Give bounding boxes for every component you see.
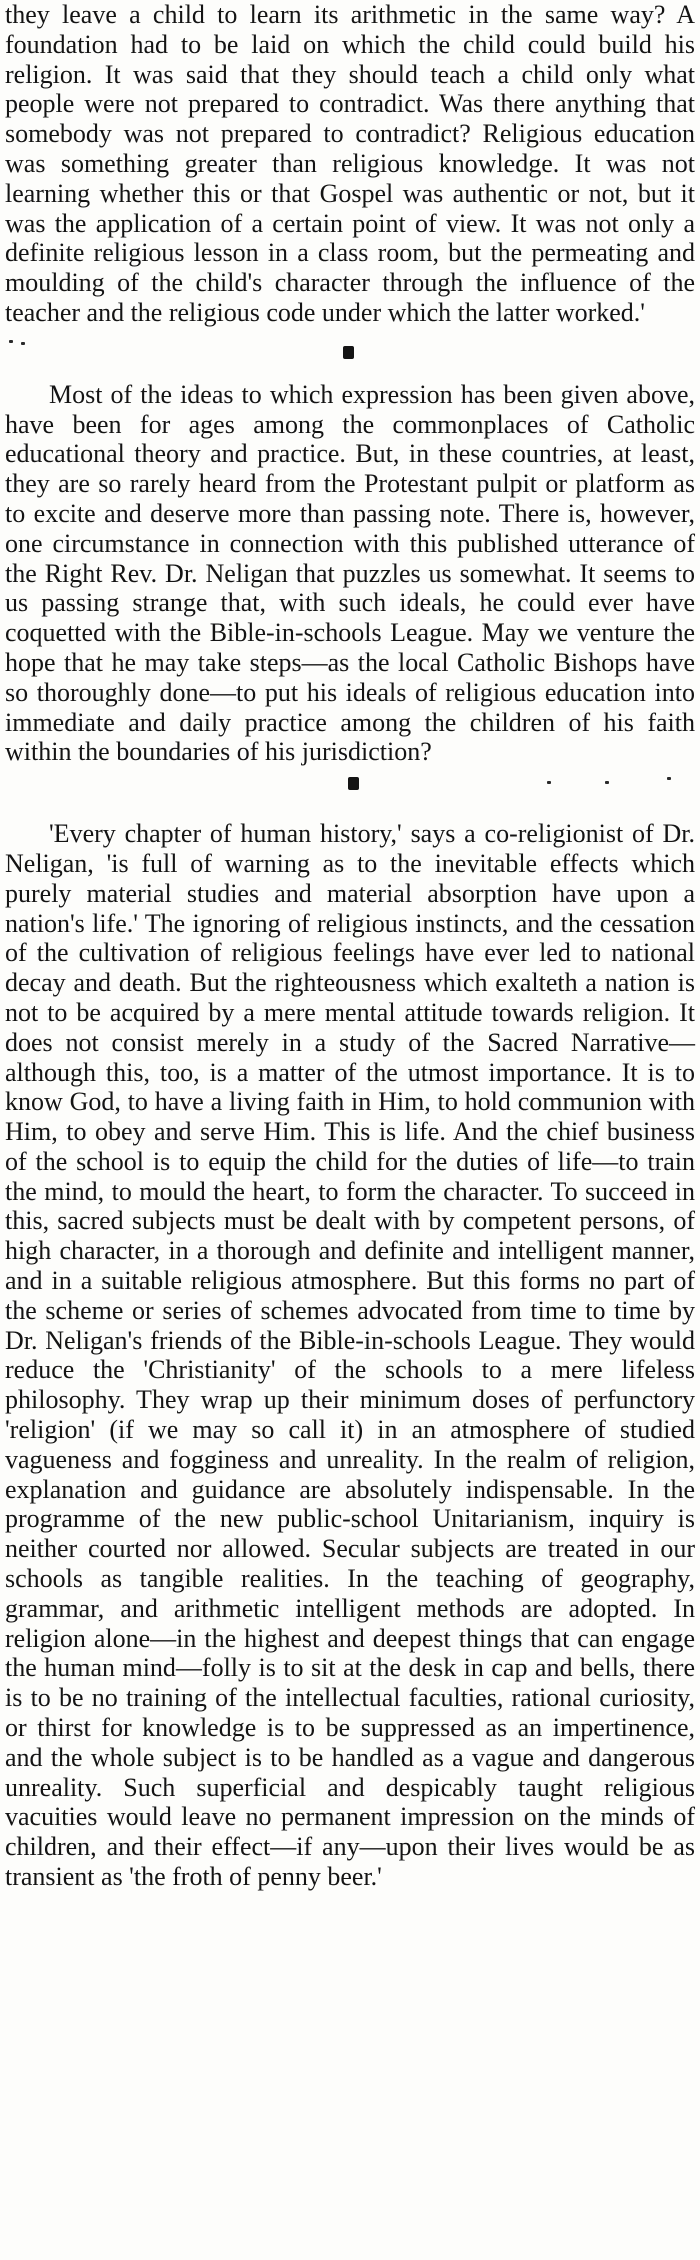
print-speck [605, 781, 609, 784]
paragraph-editorial: Most of the ideas to which expression has been given above, have been for ages among the commonplaces of Catholic educational theory and practice. But, in these countries, at least, they are so rarely heard from the Protestant pulpit or platform as to excite and deserve more than passing note. There is, however, one circumstance in connection with this published utterance of the Right Rev. Dr. Neligan that puzzles us somewhat. It seems to us passing strange that, with such ideals, he could ever have coquetted with the Bible-in-schools League. May we venture the hope that he may take steps—as the local Catholic Bishops have so thoroughly done—to put his ideals of religious education into immediate and daily practice among the children of his faith within the boundaries of his jurisdiction? [5, 379, 695, 767]
separator-mark [348, 777, 359, 790]
print-speck [21, 342, 25, 345]
section-separator [5, 767, 695, 819]
section-separator [5, 328, 695, 380]
paragraph-quotation: 'Every chapter of human history,' says a co-religionist of Dr. Neligan, 'is full of warning as to the inevitable effects which purely material studies and material absorption have upon a nation's life.' The ignoring of religious instincts, and the cessation of the cultivation of religious feelings have ever led to national decay and death. But the righteousness which exalteth a nation is not to be acquired by a mere mental attitude towards religion. It does not consist merely in a study of the Sacred Narrative—although this, too, is a matter of the utmost importance. It is to know God, to have a living faith in Him, to hold communion with Him, to obey and serve Him. This is life. And the chief business of the school is to equip the child for the duties of life—to train the mind, to mould the heart, to form the character. To succeed in this, sacred subjects must be dealt with by competent persons, of high character, in a thorough and definite and intelligent manner, and in a suitable religious atmosphere. But this forms no part of the scheme or series of schemes advocated from time to time by Dr. Neligan's friends of the Bible-in-schools League. They would reduce the 'Christianity' of the schools to a mere lifeless philosophy. They wrap up their minimum doses of perfunctory 'religion' (if we may so call it) in an atmosphere of studied vagueness and fogginess and unreality. In the realm of religion, explanation and guidance are absolutely indispensable. In the programme of the new public-school Unitarianism, inquiry is neither courted nor allowed. Secular subjects are treated in our schools as tangible realities. In the teaching of geography, grammar, and arithmetic intelligent methods are adopted. In religion alone—in the highest and deepest things that can engage the human mind—folly is to sit at the desk in cap and bells, there is to be no training of the intellectual faculties, rational curiosity, or thirst for knowledge is to be suppressed as an impertinence, and the whole subject is to be handled as a vague and dangerous unreality. Such superficial and despicably taught religious vacuities would leave no permanent impression on the minds of children, and their effect—if any—upon their lives would be as transient as 'the froth of penny beer.' [5, 819, 695, 1892]
article-column [5, 0, 695, 1892]
print-speck [547, 781, 551, 784]
separator-mark [343, 346, 354, 359]
paragraph-continued: they leave a child to learn its arithmetic in the same way? A foundation had to be laid on which the child could build his religion. It was said that they should teach a child only what people were not prepared to contradict. Was there anything that somebody was not prepared to contradict? Religious education was something greater than religious knowledge. It was not learning whether this or that Gospel was authentic or not, but it was the application of a certain point of view. It was not only a definite religious lesson in a class room, but the permeating and moulding of the child's character through the influence of the teacher and the religious code under which the latter worked.' [5, 0, 695, 327]
print-speck [9, 340, 13, 343]
print-speck [667, 777, 671, 780]
